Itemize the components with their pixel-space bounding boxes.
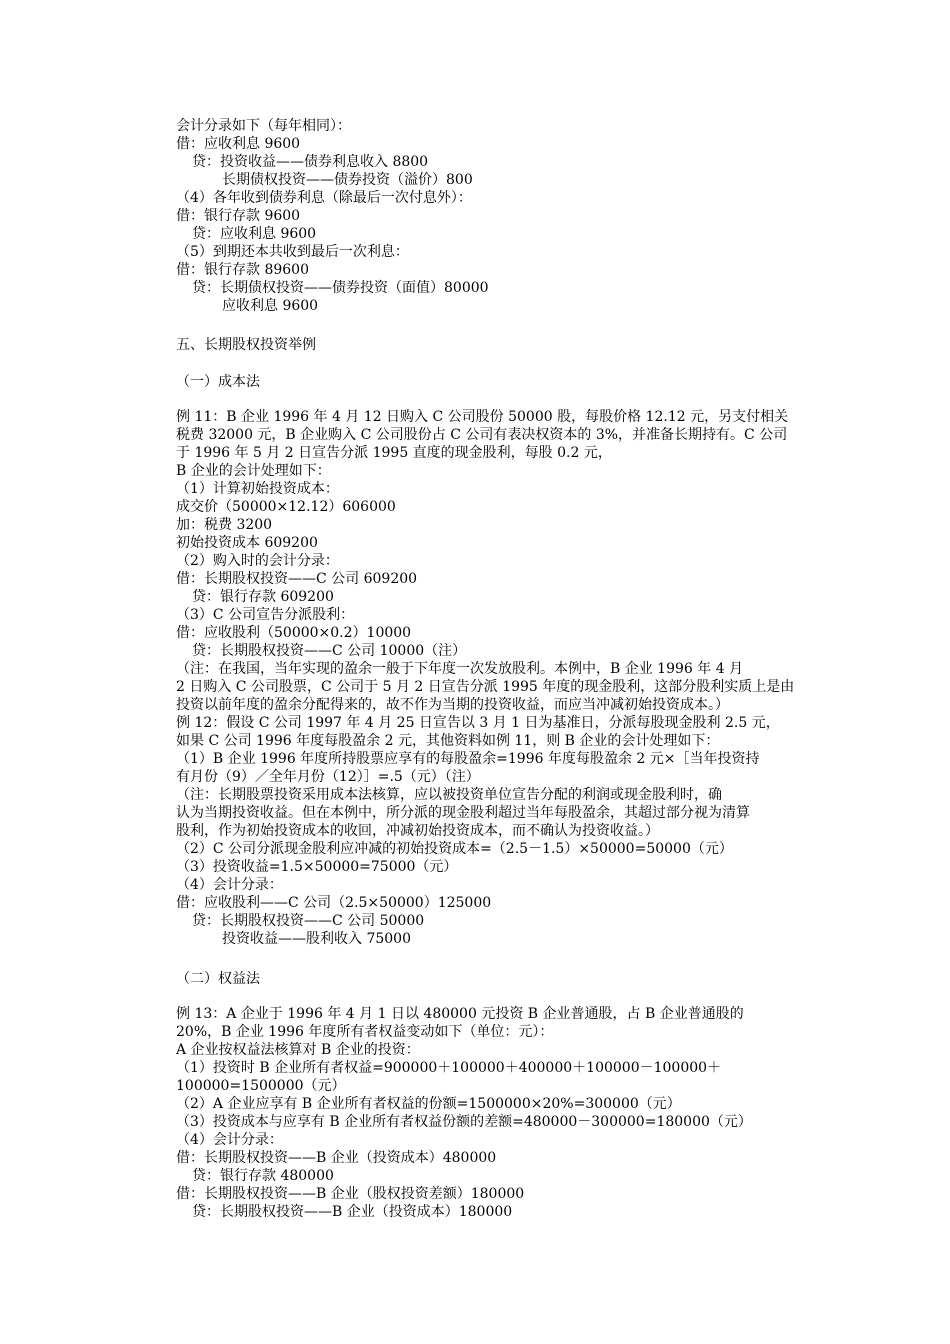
text-line: 例 13：A 企业于 1996 年 4 月 1 日以 480000 元投资 B 企业普通股，占 B 企业普通股的: [176, 1006, 744, 1022]
text-line: 股利，作为初始投资成本的收回，冲减初始投资成本，而不确认为投资收益。）: [176, 823, 659, 839]
text-line: （1）投资时 B 企业所有者权益=900000＋100000＋400000＋100000－100000＋: [176, 1060, 722, 1076]
text-line: 100000=1500000（元）: [176, 1078, 346, 1094]
text-line: （3）C 公司宣告分派股利：: [176, 607, 355, 623]
text-line: （4）会计分录：: [176, 1132, 283, 1148]
text-line: 贷：长期股权投资——C 公司 50000: [192, 913, 425, 929]
text-line: 借：银行存款 9600: [176, 208, 301, 224]
text-line: 贷：投资收益——债券利息收入 8800: [192, 154, 429, 170]
text-line: 于 1996 年 5 月 2 日宣告分派 1995 直度的现金股利，每股 0.2 元，: [176, 445, 612, 461]
text-line: （1）B 企业 1996 年度所持股票应享有的每股盈余=1996 年度每股盈余 2 元×［当年投资持: [176, 751, 760, 767]
text-line: 借：应收股利（50000×0.2）10000: [176, 625, 412, 641]
text-line: A 企业按权益法核算对 B 企业的投资：: [176, 1042, 420, 1058]
text-line: （3）投资成本与应享有 B 企业所有者权益份额的差额=480000－300000=180000（元）: [176, 1114, 752, 1130]
text-line: 成交价（50000×12.12）606000: [176, 499, 396, 515]
text-line: 例 11：B 企业 1996 年 4 月 12 日购入 C 公司股份 50000 股，每股价格 12.12 元，另支付相关: [176, 409, 789, 425]
subsection-heading: （二）权益法: [176, 971, 260, 987]
text-line: 会计分录如下（每年相同）：: [176, 118, 351, 134]
text-line: 贷：长期股权投资——C 公司 10000（注）: [192, 643, 467, 659]
text-line: 贷：银行存款 609200: [192, 589, 334, 605]
text-line: 2 日购入 C 公司股票，C 公司于 5 月 2 日宣告分派 1995 年度的现金股利，这部分股利实质上是由: [176, 679, 795, 695]
text-line: 贷：银行存款 480000: [192, 1168, 334, 1184]
text-line: （2）A 企业应享有 B 企业所有者权益的份额=1500000×20%=300000（元）: [176, 1096, 681, 1112]
text-line: 有月份（9）／全年月份（12）］=.5（元）（注）: [176, 769, 480, 785]
text-line: （2）C 公司分派现金股利应冲减的初始投资成本=（2.5－1.5）×50000=50000（元）: [176, 841, 733, 857]
text-line: 借：长期股权投资——B 企业（股权投资差额）180000: [176, 1186, 525, 1202]
text-line: 贷：长期债权投资——债券投资（面值）80000: [192, 280, 489, 296]
text-line: （注：在我国，当年实现的盈余一般于下年度一次发放股利。本例中，B 企业 1996 年 4 月: [176, 661, 744, 677]
text-line: 税费 32000 元，B 企业购入 C 公司股份占 C 公司有表决权资本的 3%，并准备长期持有。C 公司: [176, 427, 788, 443]
text-line: 长期债权投资——债券投资（溢价）800: [222, 172, 473, 188]
subsection-heading: （一）成本法: [176, 374, 260, 390]
text-line: 投资收益——股利收入 75000: [222, 931, 411, 947]
text-line: 如果 C 公司 1996 年度每股盈余 2 元，其他资料如例 11，则 B 企业的会计处理如下：: [176, 733, 720, 749]
text-line: （4）会计分录：: [176, 877, 283, 893]
text-line: 借：应收股利——C 公司（2.5×50000）125000: [176, 895, 492, 911]
text-line: （1）计算初始投资成本：: [176, 481, 339, 497]
text-line: （4）各年收到债券利息（除最后一次付息外）：: [176, 190, 472, 206]
section-heading: 五、长期股权投资举例: [176, 337, 316, 353]
text-line: 借：应收利息 9600: [176, 136, 301, 152]
text-line: 应收利息 9600: [222, 298, 319, 314]
text-line: 加：税费 3200: [176, 517, 273, 533]
text-line: 借：长期股权投资——B 企业（投资成本）480000: [176, 1150, 497, 1166]
text-line: B 企业的会计处理如下：: [176, 463, 331, 479]
text-line: 例 12：假设 C 公司 1997 年 4 月 25 日宣告以 3 月 1 日为基准日，分派每股现金股利 2.5 元，: [176, 715, 780, 731]
text-line: 初始投资成本 609200: [176, 535, 318, 551]
text-line: 借：银行存款 89600: [176, 262, 309, 278]
text-line: 投资以前年度的盈余分配得来的，故不作为当期的投资收益，而应当冲减初始投资成本。）: [176, 697, 729, 713]
text-line: （注：长期股票投资采用成本法核算，应以被投资单位宣告分配的利润或现金股利时，确: [176, 787, 722, 803]
text-line: （3）投资收益=1.5×50000=75000（元）: [176, 859, 458, 875]
text-line: （2）购入时的会计分录：: [176, 553, 339, 569]
text-line: 贷：应收利息 9600: [192, 226, 317, 242]
text-line: （5）到期还本共收到最后一次利息：: [176, 244, 409, 260]
text-line: 认为当期投资收益。但在本例中，所分派的现金股利超过当年每股盈余，其超过部分视为清算: [176, 805, 750, 821]
text-line: 借：长期股权投资——C 公司 609200: [176, 571, 418, 587]
text-line: 20%，B 企业 1996 年度所有者权益变动如下（单位：元）：: [176, 1024, 554, 1040]
text-line: 贷：长期股权投资——B 企业（投资成本）180000: [192, 1204, 513, 1220]
